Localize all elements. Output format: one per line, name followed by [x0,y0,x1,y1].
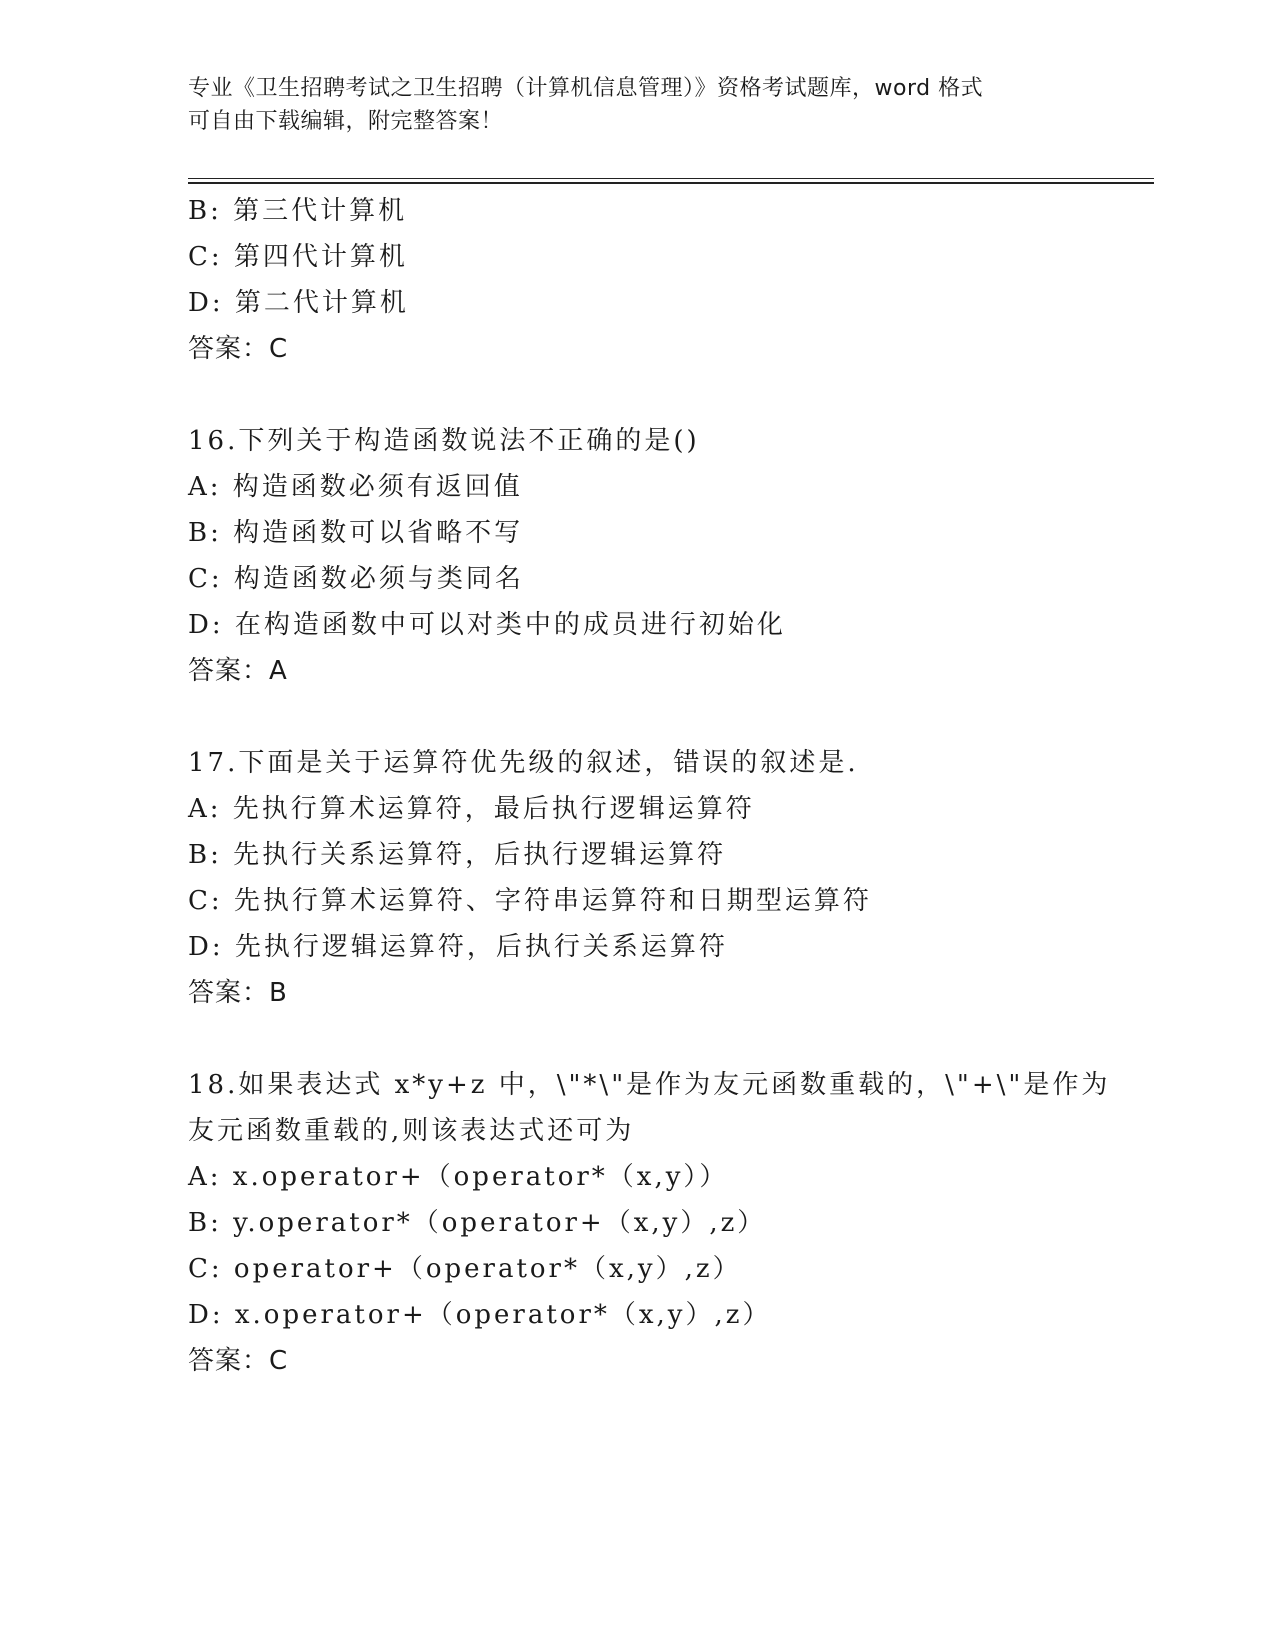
option-d: D: 先执行逻辑运算符，后执行关系运算符 [188,932,728,962]
answer-line: 答案：A [188,656,288,686]
option-c: C: operator+（operator*（x,y）,z） [188,1254,742,1284]
option-b: B: 先执行关系运算符，后执行逻辑运算符 [188,840,727,870]
header-divider-thick [188,182,1154,184]
option-c: C: 构造函数必须与类同名 [188,564,524,594]
option-c: C: 先执行算术运算符、字符串运算符和日期型运算符 [188,886,872,916]
option-a: A: x.operator+（operator*（x,y）） [188,1162,729,1192]
option-d: D: 第二代计算机 [188,288,409,318]
document-header [188,72,1088,138]
question-16 [188,418,1088,694]
option-b: B: y.operator*（operator+（x,y）,z） [188,1208,767,1238]
header-line-1: 专业《卫生招聘考试之卫生招聘（计算机信息管理）》资格考试题库，word 格式 [188,76,984,101]
option-d: D: 在构造函数中可以对类中的成员进行初始化 [188,610,786,640]
question-stem-line-2: 友元函数重载的,则该表达式还可为 [188,1116,635,1146]
question-stem: 17.下面是关于运算符优先级的叙述，错误的叙述是. [188,748,859,778]
answer-line: 答案：C [188,334,289,364]
option-b: B: 第三代计算机 [188,196,408,226]
option-a: A: 构造函数必须有返回值 [188,472,523,502]
answer-line: 答案：B [188,978,288,1008]
option-a: A: 先执行算术运算符，最后执行逻辑运算符 [188,794,755,824]
question-stem: 16.下列关于构造函数说法不正确的是() [188,426,700,456]
answer-line: 答案：C [188,1346,289,1376]
option-b: B: 构造函数可以省略不写 [188,518,524,548]
question-18 [188,1062,1111,1384]
question-stem-line-1: 18.如果表达式 x*y+z 中，\"*\"是作为友元函数重载的，\"+\"是作为 [188,1070,1111,1100]
question-15-continued [188,188,1088,372]
option-c: C: 第四代计算机 [188,242,408,272]
question-17 [188,740,1088,1016]
header-line-2: 可自由下载编辑，附完整答案！ [188,109,504,134]
option-d: D: x.operator+（operator*（x,y）,z） [188,1300,772,1330]
question-list [188,188,1111,1384]
header-divider-thin [188,178,1154,179]
